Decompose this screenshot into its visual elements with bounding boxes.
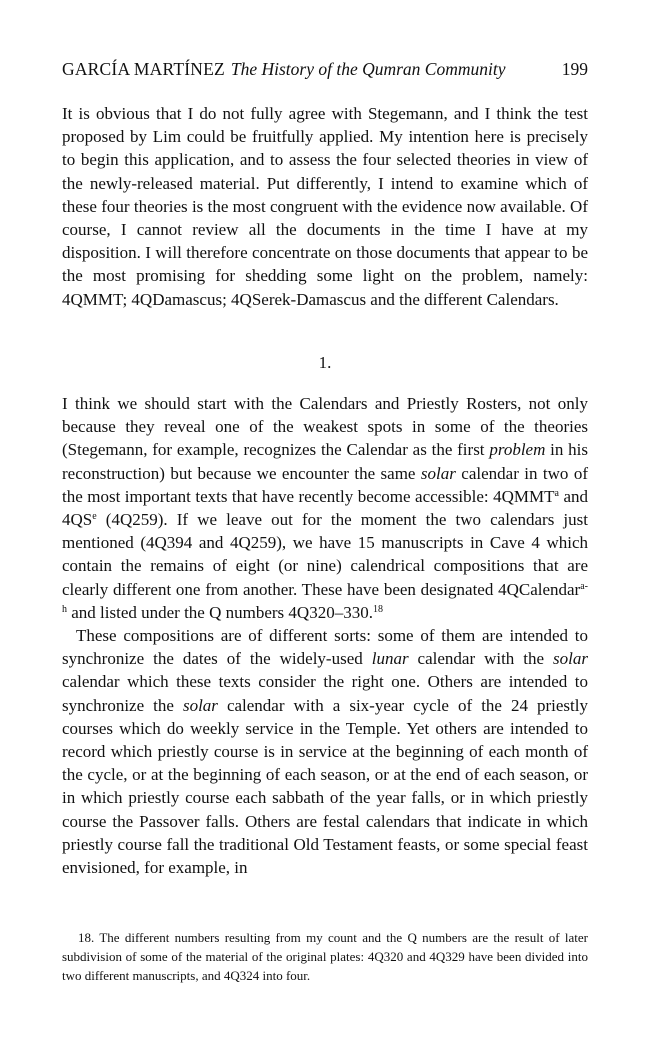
paragraph-calendars: I think we should start with the Calendars and Priestly Rosters, not only because they reveal one of the weakest spots in some of the theories (Stegemann, for example, recognizes the Calendar as the first problem in his reconstruction) but because we encounter the same solar calendar in two of the most important texts that have recently become accessible: 4QMMT$^a$ and $4QS^e$ (4Q259). If we leave out for the moment the two calendars just mentioned (4Q394 and 4Q259), we have 15 manuscripts in Cave 4 which contain the remains of eight (or nine) calendrical compositions that are clearly different one from another. These have been designated 4QCalendar$^{a-h}$ and listed under the Q numbers 4Q320–330.18 xyxy=(62,394,589,622)
running-head-author: GARCÍA MARTÍNEZ xyxy=(62,59,225,79)
footnote-ref-18: 18 xyxy=(372,603,383,615)
footnote-18: 18. The different numbers resulting from my count and the Q numbers are the result of later subdivision of some of the material of the original plates: 4Q320 and 4Q329 have been divided into two different manuscripts, and 4Q324 into four. xyxy=(62,930,588,983)
emphasis-solar-3: solar xyxy=(182,695,218,715)
running-head xyxy=(62,56,588,82)
superscript-e: e xyxy=(92,511,97,523)
emphasis-lunar: lunar xyxy=(371,649,409,669)
emphasis-solar-2: solar xyxy=(553,649,588,669)
superscript-a: a xyxy=(554,487,559,499)
paragraph-intro: It is obvious that I do not fully agree with Stegemann, and I think the test proposed by Lim could be fruitfully applied. My intention here is precisely to begin this application, and to assess the four selected theories in view of the newly-released material. Put differently, I intend to examine which of these four theories is the most congruent with the evidence now available. Of course, I cannot review all the documents in the time I have at my disposition. I will therefore concentrate on those documents that appear to be the most promising for shedding some light on the problem, namely: 4QMMT; 4QDamascus; 4QSerek-Damascus and the different Calendars. xyxy=(62,104,588,309)
body-text xyxy=(62,102,588,879)
emphasis-problem: problem xyxy=(489,440,546,460)
section-number: 1. xyxy=(318,352,332,372)
running-head-title: The History of the Qumran Community xyxy=(230,59,506,79)
paragraph-compositions: These compositions are of different sorts: some of them are intended to synchronize the dates of the widely-used lunar calendar with the solar calendar which these texts consider the right one. Others are intended to synchronize the solar calendar with a six-year cycle of the 24 priestly courses which do weekly service in the Temple. Yet others are intended to record which priestly course is in service at the beginning of each month of the cycle, or at the beginning of each season, or at the end of each season, or in which priestly course each sabbath of the year falls, or in which priestly course the Passover falls. Others are festal calendars that indicate in which priestly course fall the traditional Old Testament feasts, or some special feast envisioned, for example, in xyxy=(62,626,588,878)
page-number: 199 xyxy=(561,59,588,79)
superscript-a-h: a-h xyxy=(62,580,588,615)
emphasis-solar: solar xyxy=(420,463,456,483)
